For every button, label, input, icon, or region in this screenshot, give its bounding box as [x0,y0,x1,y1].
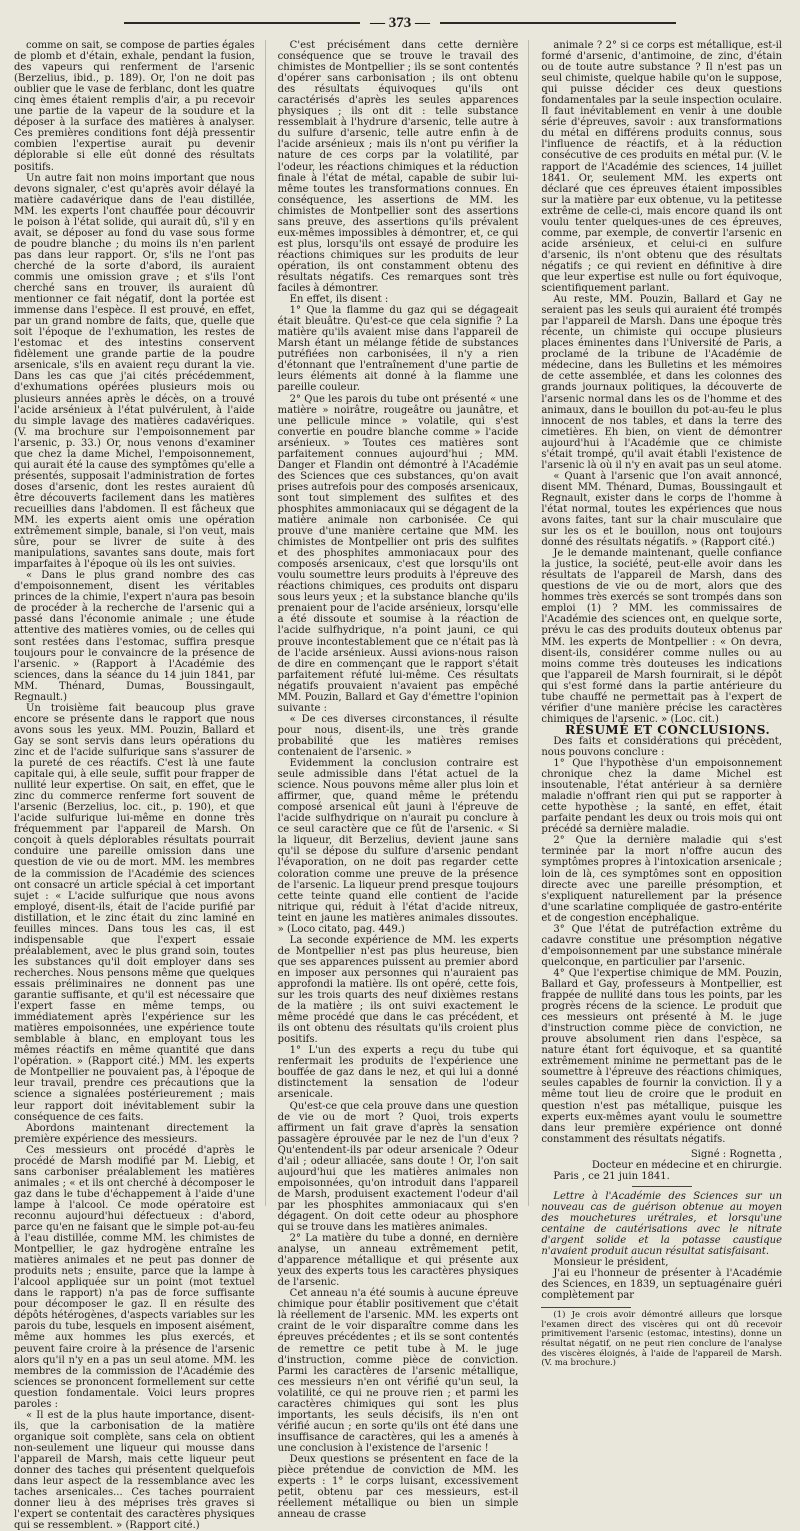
footnote-divider [541,1307,631,1308]
paragraph: La seconde expérience de MM. les experts de Montpellier n'est pas plus heureuse, bien que ses apparences puissent au premier abord en imposer aux personnes qui n'auraient pas approfondi la matière. Ils ont opéré, cette fois, sur les trois quarts des neuf dixièmes restans de la matière ; ils ont suivi exactement le même procédé que dans le cas précédent, et ils ont obtenu des résultats qu'ils croient plus positifs. [277,934,519,1046]
header-rule-right [440,22,676,24]
paragraph: comme on sait, se compose de parties égales de plomb et d'étain, exhale, pendant la fusion, des vapeurs qui renferment de l'arsenic (Berzelius, ibid., p. 189). Or, l'on ne doit pas oublier que le vase de ferblanc, dont les quatre cinq èmes étaient remplis d'air, a pu recevoir une partie de la vapeur de la soudure et la déposer à la surface des matières à analyser. Ces premières conditions font déjà pressentir combien l'expertise aurait pu devenir déplorable si elle eût donné des résultats positifs. [14,40,255,173]
summary-paragraph: 1° Que l'hypothèse d'un empoisonnement chronique chez la dame Michel est insoutenable, l'état antérieur à sa dernière maladie n'offrant rien qui put se rapporter à cette hypothèse ; la santé, en effet, était parfaite pendant les deux ou trois mois qui ont précédé sa dernière maladie. [541,758,783,836]
paragraph: 1° Que la flamme du gaz qui se dégageait était bleuâtre. Qu'est-ce que cela signifie ? La matière qu'ils avaient mise dans l'appareil de Marsh étant un mélange fétide de substances putréfiées non carbonisées, il n'y a rien d'étonnant que l'entraînement d'une partie de leurs éléments ait donné à la flamme une pareille couleur. [277,305,519,394]
paragraph: « Quant à l'arsenic que l'on avait annoncé, disent MM. Thénard, Dumas, Boussingault et Regnault, exister dans le corps de l'homme à l'état normal, toutes les expériences que nous avons faites, tant sur la chair musculaire que sur les os et le bouillon, nous ont toujours donné des résultats négatifs. » (Rapport cité.) [541,470,783,549]
column-2 [277,40,530,1521]
paragraph: animale ? 2° si ce corps est métallique, est-il formé d'arsenic, d'antimoine, de zinc, d'étain ou de toute autre substance ? Il n'est pas un seul chimiste, quelque habile qu'on le suppose, qui puisse décider ces deux questions fondamentales par la seule inspection oculaire. Il faut inévitablement en venir à une double série d'épreuves, savoir : aux transformations du métal en différens produits connus, sous l'influence de réactifs, et à la réduction consécutive de ces produits en métal pur. (V. le rapport de l'Académie des sciences, 14 juillet 1841. Or, seulement MM. les experts ont déclaré que ces épreuves étaient impossibles sur la matière par eux obtenue, vu la petitesse extrême de celle-ci, mais encore quand ils ont voulu tenter quelques-unes de ces épreuves, comme, par exemple, de convertir l'arsenic en acide arsénieux, et celui-ci en sulfure d'arsenic, ils n'ont obtenu que des résultats négatifs ; ce qui revient en définitive à dire que leur expertise est nulle ou fort équivoque, scientifiquement parlant. [541,40,783,295]
paragraph: Evidemment la conclusion contraire est seule admissible dans l'état actuel de la science. Nous pouvons même aller plus loin et affirmer, que, quand même le prétendu composé arsenical eût jauni à l'épreuve de l'acide sulfhydrique on n'aurait pu conclure à ce seul caractère que ce fût de l'arsenic. « Si la liqueur, dit Berzelius, devient jaune sans qu'il se dépose du sulfure d'arsenic pendant l'évaporation, on ne doit pas regarder cette coloration comme une preuve de la présence de l'arsenic. La liqueur prend presque toujours cette teinte quand elle contient de l'acide nitrique qui, réduit à l'état d'acide nitreux, teint en jaune les matières animales dissoutes. » (Loco citato, pag. 449.) [277,758,519,935]
signature-name: Signé : Rognetta , [690,1148,783,1160]
summary-paragraph: 3° Que l'état de putréfaction extrême du cadavre constitue une présomption négative d'empoisonnement par une substance minérale quelconque, en particulier par l'arsenic. [541,923,783,968]
paragraph: 2° Que les parois du tube ont présenté « une matière » noirâtre, rougeâtre ou jaunâtre, et une pellicule mince » volatile, qui s'est convertie en poudre blanche comme » l'acide arsénieux. » Toutes ces matières sont parfaitement connues aujourd'hui ; MM. Danger et Flandin ont démontré à l'Académie des Sciences que ces substances, qu'on avait prises autrefois pour des composés arsenicaux, sont tout simplement des sulfites et des phosphites ammoniacaux qui se dégagent de la matière animale non carbonisée. Ce qui prouve d'une manière certaine que MM. les chimistes de Montpellier ont pris des sulfites et des phosphites ammoniacaux pour des composés arsenicaux, c'est que lorsqu'ils ont voulu soumettre leurs produits à l'épreuve des réactions chimiques, ces produits ont disparu sous leurs yeux ; et la substance blanche qu'ils prenaient pour de l'acide arsénieux, lorsqu'elle a été dissoute et soumise à la réaction de l'acide sulfhydrique, n'a point jauni, ce qui prouve incontestablement que ce n'était pas là de l'acide arsénieux. Aussi avions-nous raison de dire en commençant que le rapport s'était parfaitement réfuté lui-même. Ces résultats négatifs prouvaient n'avaient pas empêché MM. Pouzin, Ballard et Gay d'émettre l'opinion suivante : [277,393,519,714]
paragraph: Qu'est-ce que cela prouve dans une question de vie ou de mort ? Quoi, trois experts affirment un fait grave d'après la sensation passagère éprouvée par le nez de l'un d'eux ? Qu'entendent-ils par odeur arsenicale ? Odeur d'ail ; odeur alliacée, sans doute ! Or, l'on sait aujourd'hui que les matières animales non empoisonnées, qu'on introduit dans l'appareil de Marsh, produisent exactement l'odeur d'ail par les phosphites ammoniacaux qui s'en dégagent. On doit cette odeur au phosphore qui se trouve dans les matières animales. [277,1100,519,1234]
letter-text: J'ai eu l'honneur de présenter à l'Académie des Sciences, en 1839, un septuagénaire guéri complètement par [541,1268,783,1302]
section-title: RÉSUMÉ ET CONCLUSIONS. [565,722,771,737]
paragraph: Ces messieurs ont procédé d'après le procédé de Marsh modifié par M. Liebig, et sans carboniser préalablement les matières animales ; « et ils ont cherché à décomposer le gaz dans le tube d'échappement à l'aide d'une lampe à l'alcool. Ce mode opératoire est reconnu aujourd'hui défectueux : d'abord, parce qu'en ne faisant que le simple pot-au-feu à l'eau distillée, comme MM. les chimistes de Montpellier, le gaz hydrogène entraîne les matières animales et ne peut pas donner de produits nets ; ensuite, parce que la lampe à l'alcool appliquée sur un point (mot textuel dans le rapport) n'a pas de force suffisante pour décomposer le gaz. Il en résulte des dépôts hétérogènes, d'aspects variables sur les parois du tube, lesquels en imposent aisément, même aux hommes les plus exercés, et peuvent faire croire à la présence de l'arsenic alors qu'il n'y en a pas un seul atome. MM. les membres de la commission de l'Académie des sciences se prononcent formellement sur cette question fondamentale. Voici leurs propres paroles : [14,1144,255,1410]
paragraph: Je le demande maintenant, quelle confiance la justice, la société, peut-elle avoir dans les résultats de l'appareil de Marsh, dans des questions de vie ou de mort, alors que des hommes très exercés se sont trompés dans son emploi (1) ? MM. les commissaires de l'Académie des sciences ont, en quelque sorte, prévu le cas des produits douteux obtenus par MM. les experts de Montpellier : « On devra, disent-ils, considérer comme nulles ou au moins comme très douteuses les indications que l'appareil de Marsh fournirait, si le dépôt qui s'est formé dans la partie antérieure du tube chauffé ne permettait pas à l'expert de vérifier d'une manière précise les caractères chimiques de l'arsenic. » (Loc. cit.) [541,548,783,725]
divider [632,1186,692,1187]
text-columns [14,40,783,1531]
footnote: (1) Je crois avoir démontré ailleurs que lorsque l'examen direct des viscères qui ont dû recevoir primitivement l'arsenic (estomac, intestins), donne un résultat négatif, on ne peut rien conclure de l'analyse des viscères éloignés, à l'aide de l'appareil de Marsh. (V. ma brochure.) [541,1310,783,1369]
signature-title: Docteur en médecine et en chirurgie. [591,1159,783,1171]
paragraph: « De ces diverses circonstances, il résulte pour nous, disent-ils, une très grande probabilité que les matières remises contenaient de l'arsenic. » [277,713,519,758]
paragraph: Au reste, MM. Pouzin, Ballard et Gay ne seraient pas les seuls qui auraient été trompés par l'appareil de Marsh. Dans une époque très récente, un chimiste qui occupe plusieurs places éminentes dans l'Université de Paris, a proclamé de la tribune de l'Académie de médecine, dans les Bulletins et les mémoires de cette assemblée, et dans les colonnes des grands journaux politiques, la découverte de l'arsenic normal dans les os de l'homme et des animaux, dans le bouillon du pot-au-feu le plus innocent de nos tables, et dans la terre des cimetières. Eh bien, on vient de démontrer aujourd'hui à l'Académie que ce chimiste s'était trompé, qu'il avait établi l'existence de l'arsenic là où il n'y en avait pas un seul atome. [541,294,783,471]
summary-paragraph: 4° Que l'expertise chimique de MM. Pouzin, Ballard et Gay, professeurs à Montpellier, est frappée de nullité dans tous les points, par les progrès récens de la science. Le produit que ces messieurs ont présenté à M. le juge d'instruction comme pièce de conviction, ne prouve absolument rien dans l'espèce, sa nature étant fort équivoque, et sa quantité extrêmement minime ne permettant pas de le soumettre à l'épreuve des réactions chimiques, seules capables de fournir la conviction. Il y a même tout lieu de croire que le produit en question n'est pas métallique, puisque les experts eux-mêmes ayant voulu le soumettre dans leur première expérience ont donné constamment des résultats négatifs. [541,967,783,1145]
paragraph: Un autre fait non moins important que nous devons signaler, c'est qu'après avoir délayé la matière cadavérique dans de l'eau distillée, MM. les experts l'ont chauffée pour découvrir le poison à l'état solide, qui aurait dû, s'il y en avait, se déposer au fond du vase sous forme de poudre blanche ; du moins ils n'en parlent pas dans leur rapport. Or, s'ils ne l'ont pas cherché de la sorte d'abord, ils auraient commis une omission grave ; et s'ils l'ont cherché sans en trouver, ils auraient dû mentionner ce fait négatif, dont la portée est immense dans l'espèce. Il est prouvé, en effet, par un grand nombre de faits, que, quelle que soit l'époque de l'exhumation, les restes de l'estomac et des intestins conservent fidèlement une grande partie de la poudre arsenicale, s'ils en avaient reçu durant la vie. Dans les cas que j'ai cités précédemment, d'exhumations opérées plusieurs mois ou plusieurs années après le décès, on a trouvé l'acide arsénieux à l'état pulvérulent, à l'aide du simple lavage des matières cadavériques. (V. ma brochure sur l'empoisonnement par l'arsenic, p. 33.) Or, nous venons d'examiner que chez la dame Michel, l'empoisonnement, qui aurait été la cause des symptômes qu'elle a présentés, supposait l'administration de fortes doses d'arsenic, dont les restes auraient dû être découverts facilement dans les matières recueillies dans l'abdomen. Il est fâcheux que MM. les experts aient omis une opération extrêmement simple, banale, si l'on veut, mais sûre, pour se livrer de suite à des manipulations, savantes sans doute, mais fort imparfaites à l'époque où ils les ont suivies. [14,172,255,571]
paragraph: En effet, ils disent : [289,294,389,306]
column-3 [541,40,783,1369]
letter-title: Lettre à l'Académie des Sciences sur un nouveau cas de guérison obtenue au moyen des mouchetures urétrales, et lorsqu'une centaine de cautérisations avec le nitrate d'argent solide et la potasse caustique n'avaient produit aucun résultat satisfaisant. [541,1190,783,1258]
column-1 [14,40,266,1531]
place-date: Paris , ce 21 juin 1841. [553,1170,670,1182]
header-rule-left [124,22,360,24]
paragraph: Abordons maintenant directement la première expérience des messieurs. [14,1122,255,1145]
summary-paragraph: Des faits et considérations qui précèdent, nous pouvons conclure : [541,735,783,758]
paragraph: Un troisième fait beaucoup plus grave encore se présente dans le rapport que nous avons sous les yeux. MM. Pouzin, Ballard et Gay se sont servis dans leurs opérations du zinc et de l'acide sulfurique sans s'assurer de la pureté de ces réactifs. C'est là une faute capitale qui, à elle seule, suffit pour frapper de nullité leur expertise. On sait, en effet, que le zinc du commerce renferme fort souvent de l'arsenic (Berzelius, loc. cit., p. 190), et que l'acide sulfurique lui-même en donne très fréquemment par l'appareil de Marsh. On conçoit à quels déplorables résultats pourrait conduire une pareille omission dans une question de vie ou de mort. MM. les membres de la commission de l'Académie des sciences ont consacré un article spécial à cet important sujet : « L'acide sulfurique que nous avons employé, disent-ils, était de l'acide purifié par distillation, et le zinc était du zinc laminé en feuilles minces. Dans tous les cas, il est indispensable que l'expert essaie préalablement, avec le plus grand soin, toutes les substances qu'il doit employer dans ses recherches. Nous pensons même que quelques essais préliminaires ne donnent pas une garantie suffisante, et qu'il est nécessaire que l'expert fasse en même temps, ou immédiatement après l'expérience sur les matières empoisonnées, une expérience toute semblable à blanc, en employant tous les mêmes réactifs en même quantité que dans l'opération. » (Rapport cité.) MM. les experts de Montpellier ne pouvaient pas, à l'époque de leur travail, prendre ces précautions que la science a signalées postérieurement ; mais leur rapport doit inévitablement subir la conséquence de ces faits. [14,702,255,1123]
paragraph: C'est précisément dans cette dernière conséquence que se trouve le travail des chimistes de Montpellier ; ils se sont contentés d'opérer sans carbonisation ; ils ont obtenu des résultats équivoques qu'ils ont caractérisés d'après les seules apparences physiques ; ils ont dit : telle substance ressemblait à l'hydrure d'arsenic, telle autre à du sulfure d'arsenic, telle autre enfin à de l'acide arsénieux ; mais ils n'ont pu vérifier la nature de ces corps par la volatilité, par l'odeur, les réactions chimiques et la réduction finale à l'état de métal, capable de subir lui-même toutes les transformations connues. En conséquence, les assertions de MM. les chimistes de Montpellier sont des assertions sans preuve, des assertions qu'ils prévalent eux-mêmes impossibles à démontrer, et, ce qui est plus, lorsqu'ils ont essayé de produire les réactions chimiques sur les produits de leur opération, ils ont constamment obtenu des résultats négatifs. Ces remarques sont très faciles à démontrer. [277,40,519,295]
paragraph: Cet anneau n'a été soumis à aucune épreuve chimique pour établir positivement que c'était là réellement de l'arsenic. MM. les experts ont craint de le voir disparaître comme dans les épreuves précédentes ; et ils se sont contentés de remettre ce petit tube à M. le juge d'instruction, comme pièce de conviction. Parmi les caractères de l'arsenic métallique, ces messieurs n'en ont vérifié qu'un seul, la volatilité, ce qui ne prouve rien ; et parmi les caractères chimiques qui sont les plus importants, les seuls décisifs, ils n'en ont vérifié aucun ; en sorte qu'ils ont été dans une insuffisance de caractères, qui les a amenés à une conclusion à l'existence de l'arsenic ! [277,1288,519,1454]
signature-block [541,1149,782,1171]
paragraph: « Dans le plus grand nombre des cas d'empoisonnement, disent les véritables princes de la chimie, l'expert n'aura pas besoin de procéder à la recherche de l'arsenic qui a passé dans l'économie animale ; une étude attentive des matières vomies, ou de celles qui sont restées dans l'estomac, suffira presque toujours pour le convaincre de la présence de l'arsenic. » (Rapport à l'Académie des sciences, dans la séance du 14 juin 1841, par MM. Thénard, Dumas, Boussingault, Regnault.) [14,570,255,703]
paragraph: Deux questions se présentent en face de la pièce prétendue de conviction de MM. les experts : 1° le corps luisant, excessivement petit, obtenu par ces messieurs, est-il réellement métallique ou bien un simple anneau de crasse [277,1454,519,1521]
letter-salutation: Monsieur le président, [553,1257,669,1269]
paragraph: « Il est de la plus haute importance, disent-ils, que la carbonisation de la matière organique soit complète, sans cela on obtient non-seulement une liqueur qui mousse dans l'appareil de Marsh, mais cette liqueur peut donner des taches qui présentent quelquefois dans leur aspect de la ressemblance avec les taches arsenicales... Ces taches pourraient donner lieu à des méprises très graves si l'expert se contentait des caractères physiques qui se ressemblent. » (Rapport cité.) [14,1409,255,1531]
page-header [0,10,800,36]
page-number: — 373 — [370,14,430,31]
summary-paragraph: 2° Que la dernière maladie qui s'est terminée par la mort n'offre aucun des symptômes propres à l'intoxication arsenicale ; loin de là, ces symptômes sont en opposition directe avec une pareille présomption, et s'expliquent naturellement par la présence d'une scarlatine compliquée de gastro-entérite et de congestion encéphalique. [541,835,783,924]
paragraph: 1° L'un des experts a reçu du tube qui renfermait les produits de l'expérience une bouffée de gaz dans le nez, et qui lui a donné distinctement la sensation de l'odeur arsenicale. [277,1045,519,1101]
paragraph: 2° La matière du tube a donné, en dernière analyse, un anneau extrêmement petit, d'apparence métallique et qui présente aux yeux des experts tous les caractères physiques de l'arsenic. [277,1233,519,1289]
